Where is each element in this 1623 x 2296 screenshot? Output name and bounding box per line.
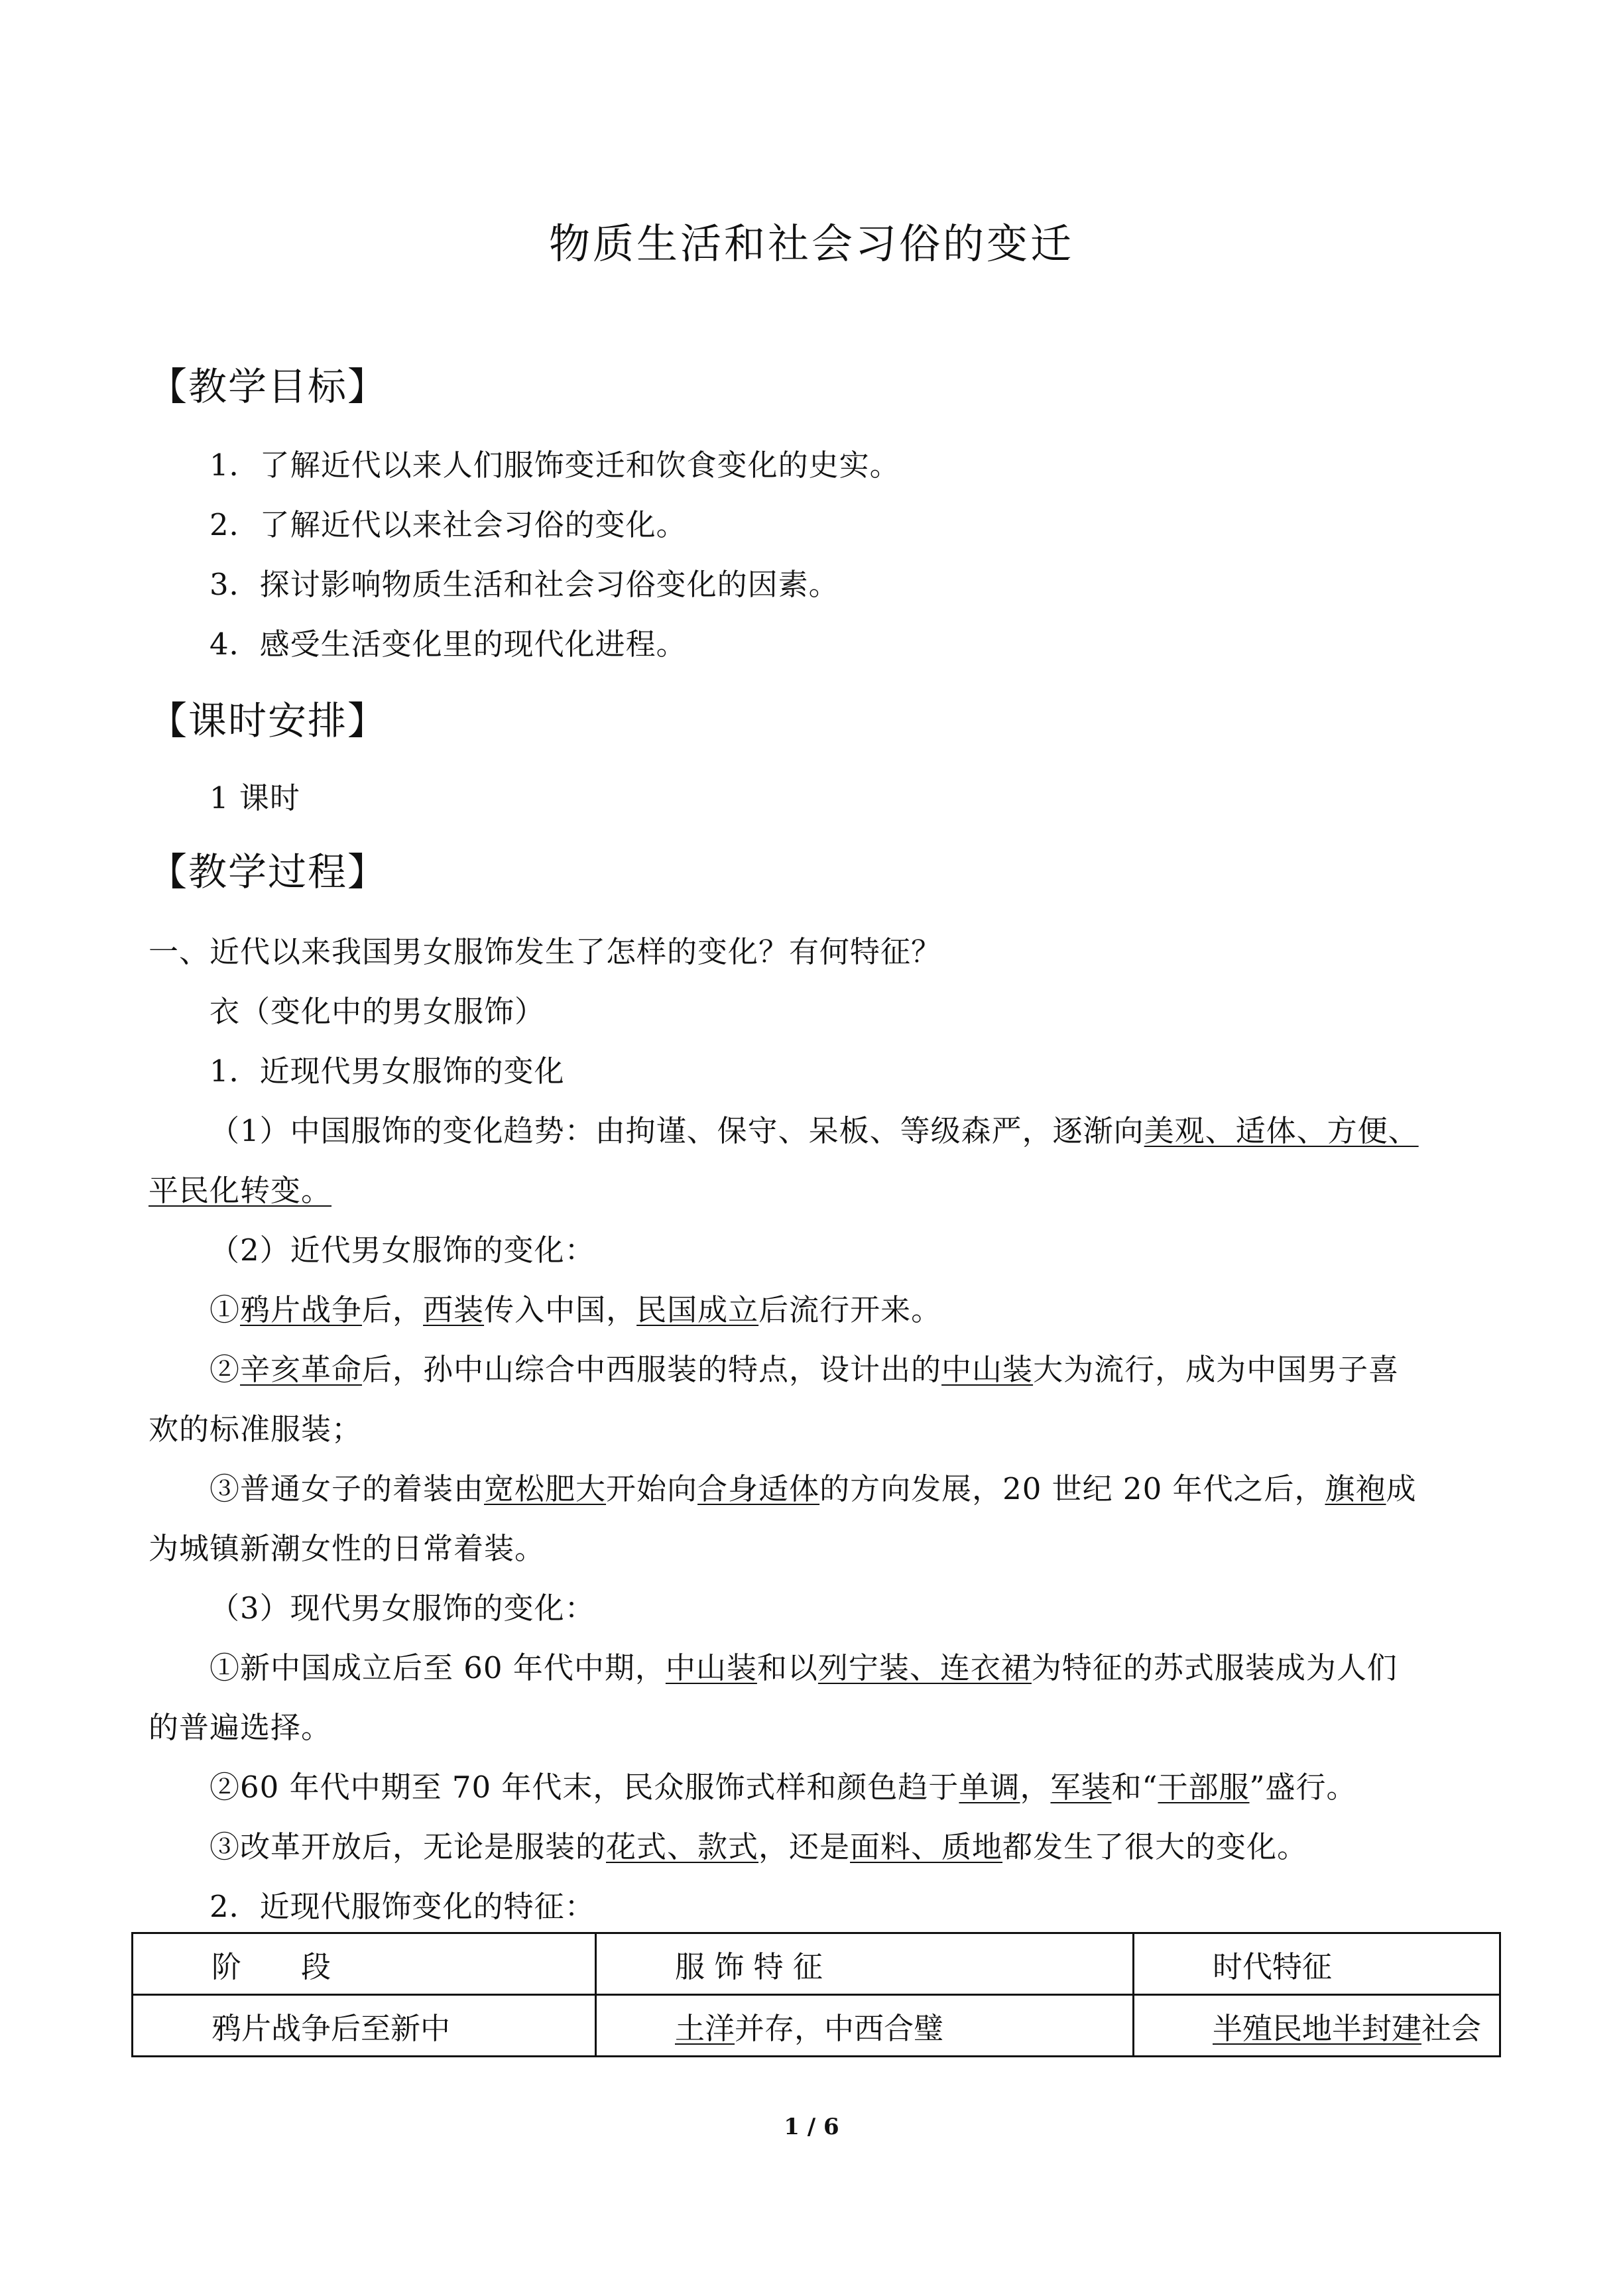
subsection-1: 1．近现代男女服饰的变化 <box>210 1054 565 1089</box>
underlined-term: 旗袍 <box>1325 1471 1386 1506</box>
underlined-term: 平民化转变。 <box>149 1173 332 1208</box>
text-span: ① <box>210 1292 241 1327</box>
paragraph-trend-cont <box>149 1171 331 1211</box>
table-cell-era <box>1134 1995 1500 2057</box>
underlined-term: 美观、适体、方便、 <box>1144 1113 1419 1148</box>
text-span: ， <box>1020 1770 1051 1805</box>
text-span: 都发生了很大的变化。 <box>1002 1829 1308 1864</box>
text-span: 的方向发展，20 世纪 20 年代之后， <box>819 1471 1325 1506</box>
page-number: 1 / 6 <box>784 2114 839 2140</box>
table-header-cell: 时代特征 <box>1134 1933 1500 1995</box>
text-span: ，还是 <box>758 1829 851 1864</box>
paragraph-item <box>210 1290 941 1330</box>
underlined-term: 合身适体 <box>697 1471 820 1506</box>
paragraph-item <box>210 1768 1357 1807</box>
table-cell-feature <box>596 1995 1134 2057</box>
underlined-term: 半殖民地半封建 <box>1213 2010 1422 2046</box>
text-span: ①新中国成立后至 60 年代中期， <box>210 1650 666 1685</box>
paragraph-item <box>210 1827 1307 1867</box>
clothes-subtitle: 衣（变化中的男女服饰） <box>210 994 546 1029</box>
underlined-term: 中山装 <box>665 1650 757 1685</box>
text-span: 大为流行，成为中国男子喜 <box>1033 1352 1400 1387</box>
text-span: 开始向 <box>606 1471 698 1506</box>
underlined-term: 西装 <box>423 1292 485 1327</box>
underlined-term: 面料、质地 <box>850 1829 1003 1864</box>
underlined-term: 民国成立 <box>636 1292 759 1327</box>
goal-item: 3．探讨影响物质生活和社会习俗变化的因素。 <box>210 567 839 602</box>
paragraph-item <box>210 1350 1399 1390</box>
underlined-term: 列宁装、连衣裙 <box>817 1650 1032 1685</box>
goal-item: 2．了解近代以来社会习俗的变化。 <box>210 507 687 542</box>
paragraph-contemporary-title: （3）现代男女服饰的变化： <box>210 1591 595 1626</box>
underlined-term: 干部服 <box>1158 1770 1250 1805</box>
paragraph-item <box>210 1469 1417 1509</box>
text-span: 后流行开来。 <box>758 1292 942 1327</box>
goals-heading: 【教学目标】 <box>149 364 388 409</box>
text-span: ③改革开放后，无论是服装的 <box>210 1829 607 1864</box>
schedule-text: 1 课时 <box>210 780 300 816</box>
table-cell-stage: 鸦片战争后至新中 <box>133 1995 596 2057</box>
document-title: 物质生活和社会习俗的变迁 <box>548 219 1074 268</box>
underlined-term: 中山装 <box>941 1352 1034 1387</box>
underlined-term: 土洋 <box>675 2010 735 2046</box>
subsection-2: 2．近现代服饰变化的特征： <box>210 1889 595 1924</box>
text-span: 社会 <box>1421 2010 1482 2046</box>
text-span: 后，孙中山综合中西服装的特点，设计出的 <box>362 1352 942 1387</box>
text-span: 并存，中西合璧 <box>735 2010 944 2046</box>
text-span: 和以 <box>756 1650 818 1685</box>
text-span: ② <box>210 1352 241 1387</box>
text-span: （1）中国服饰的变化趋势：由拘谨、保守、呆板、等级森严，逐渐向 <box>210 1113 1144 1148</box>
goal-item: 1．了解近代以来人们服饰变迁和饮食变化的史实。 <box>210 448 900 483</box>
underlined-term: 军装 <box>1050 1770 1112 1805</box>
goal-item: 4．感受生活变化里的现代化进程。 <box>210 627 687 662</box>
paragraph-item-cont: 为城镇新潮女性的日常着装。 <box>149 1531 546 1566</box>
paragraph-item-cont: 的普遍选择。 <box>149 1710 332 1745</box>
table-header-cell: 服 饰 特 征 <box>596 1933 1134 1995</box>
text-span: ”盛行。 <box>1249 1770 1357 1805</box>
underlined-term: 单调 <box>959 1770 1020 1805</box>
underlined-term: 辛亥革命 <box>240 1352 363 1387</box>
paragraph-trend <box>210 1111 1419 1151</box>
text-span: 和“ <box>1111 1770 1158 1805</box>
text-span: 后， <box>362 1292 424 1327</box>
schedule-heading: 【课时安排】 <box>149 698 388 743</box>
question-1: 一、近代以来我国男女服饰发生了怎样的变化？有何特征？ <box>149 934 942 969</box>
paragraph-item-cont: 欢的标准服装； <box>149 1412 363 1447</box>
underlined-term: 鸦片战争 <box>240 1292 363 1327</box>
table-header-row <box>133 1933 1500 1995</box>
text-span: ③普通女子的着装由 <box>210 1471 485 1506</box>
text-span: ②60 年代中期至 70 年代末，民众服饰式样和颜色趋于 <box>210 1770 959 1805</box>
underlined-term: 宽松肥大 <box>484 1471 607 1506</box>
text-span: 为特征的苏式服装成为人们 <box>1031 1650 1398 1685</box>
features-table <box>131 1932 1501 2057</box>
paragraph-item <box>210 1648 1398 1688</box>
table-row <box>133 1995 1500 2057</box>
table-header-cell: 阶 段 <box>133 1933 596 1995</box>
paragraph-modern-title: （2）近代男女服饰的变化： <box>210 1233 595 1268</box>
text-span: 传入中国， <box>484 1292 637 1327</box>
process-heading: 【教学过程】 <box>149 849 388 894</box>
underlined-term: 花式、款式 <box>606 1829 759 1864</box>
text-span: 成 <box>1386 1471 1417 1506</box>
